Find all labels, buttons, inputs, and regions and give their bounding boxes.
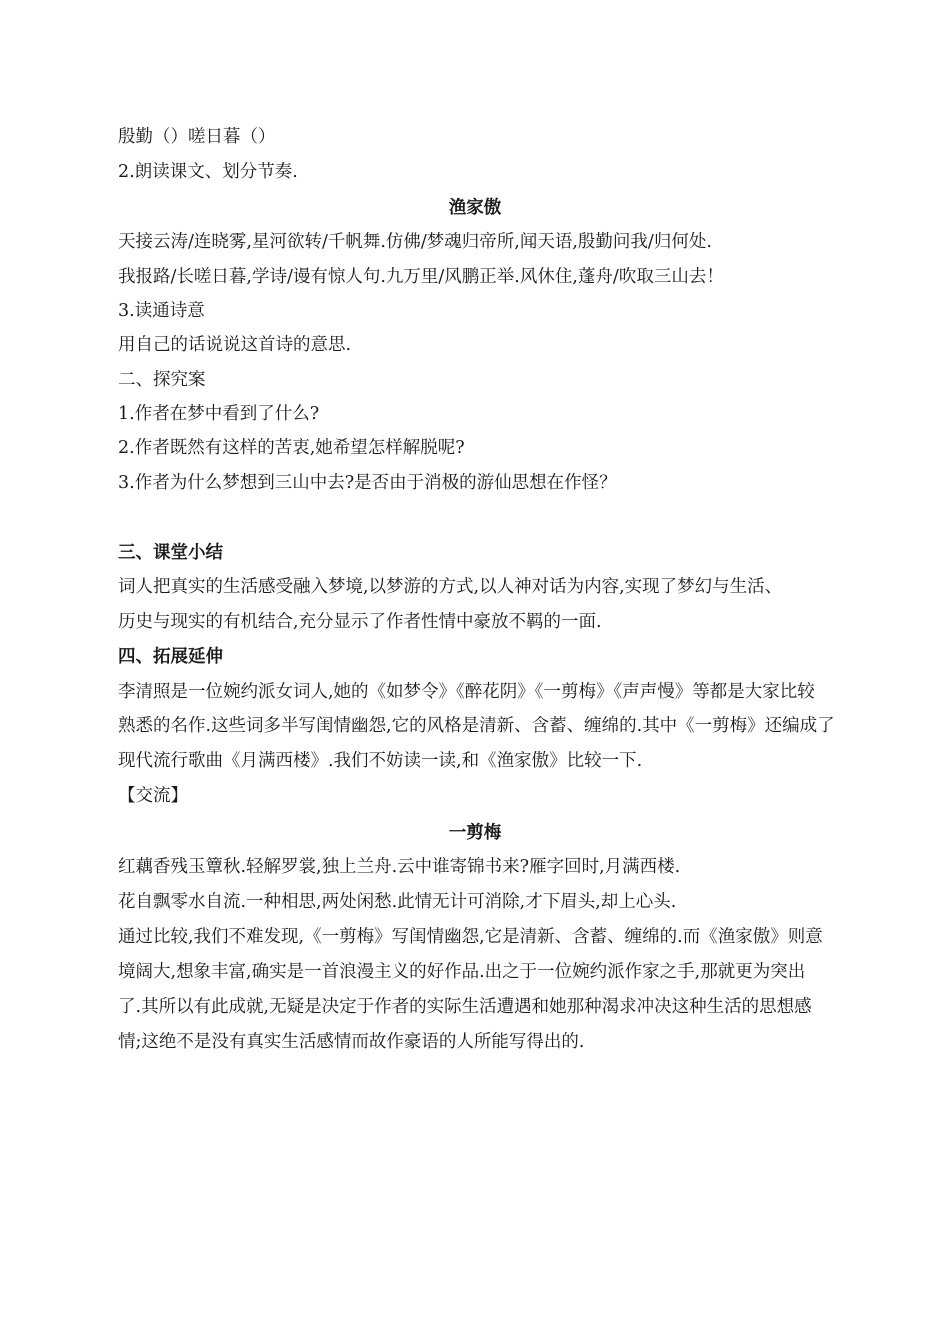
question-1: 1.作者在梦中看到了什么? xyxy=(118,404,320,424)
compare-line-2: 境阔大,想象丰富,确实是一首浪漫主义的好作品.出之于一位婉约派作家之手,那就更为突出 xyxy=(118,962,806,982)
extend-line-2: 熟悉的名作.这些词多半写闺情幽怨,它的风格是清新、含蓄、缠绵的.其中《一剪梅》还编成了 xyxy=(118,716,835,736)
vocab-line: 殷勤（）嗟日暮（） xyxy=(118,127,276,147)
exchange-label: 【交流】 xyxy=(118,786,188,806)
step-2: 2.朗读课文、划分节奏. xyxy=(118,162,298,182)
step-3: 3.读通诗意 xyxy=(118,301,205,321)
extend-line-1: 李清照是一位婉约派女词人,她的《如梦令》《醉花阴》《一剪梅》《声声慢》等都是大家比较 xyxy=(118,682,815,702)
compare-line-1: 通过比较,我们不难发现,《一剪梅》写闺情幽怨,它是清新、含蓄、缠绵的.而《渔家傲》则意 xyxy=(118,927,823,947)
summary-line-1: 词人把真实的生活感受融入梦境,以梦游的方式,以人神对话为内容,实现了梦幻与生活、 xyxy=(118,577,783,597)
question-2: 2.作者既然有这样的苦衷,她希望怎样解脱呢? xyxy=(118,438,465,458)
summary-heading: 三、课堂小结 xyxy=(118,543,223,563)
question-3: 3.作者为什么梦想到三山中去?是否由于消极的游仙思想在作怪？ xyxy=(118,473,617,493)
poem1-line-2: 我报路/长嗟日暮,学诗/谩有惊人句.九万里/风鹏正举.风休住,蓬舟/吹取三山去！ xyxy=(118,267,724,287)
explore-heading: 二、探究案 xyxy=(118,370,206,390)
poem1-title: 渔家傲 xyxy=(448,198,502,218)
step-3-desc: 用自己的话说说这首诗的意思. xyxy=(118,335,352,355)
extend-line-3: 现代流行歌曲《月满西楼》.我们不妨读一读,和《渔家傲》比较一下. xyxy=(118,751,643,771)
poem2-line-2: 花自飘零水自流.一种相思,两处闲愁.此情无计可消除,才下眉头,却上心头. xyxy=(118,892,677,912)
compare-line-3: 了.其所以有此成就,无疑是决定于作者的实际生活遭遇和她那种渴求冲决这种生活的思想感 xyxy=(118,997,812,1017)
poem2-line-1: 红藕香残玉簟秋.轻解罗裳,独上兰舟.云中谁寄锦书来?雁字回时,月满西楼. xyxy=(118,857,681,877)
extend-heading: 四、拓展延伸 xyxy=(118,647,223,667)
poem1-line-1: 天接云涛/连晓雾,星河欲转/千帆舞.仿佛/梦魂归帝所,闻天语,殷勤问我/归何处. xyxy=(118,232,712,252)
summary-line-2: 历史与现实的有机结合,充分显示了作者性情中豪放不羁的一面. xyxy=(118,612,602,632)
compare-line-4: 情;这绝不是没有真实生活感情而故作豪语的人所能写得出的. xyxy=(118,1032,585,1052)
poem2-title: 一剪梅 xyxy=(448,823,502,843)
